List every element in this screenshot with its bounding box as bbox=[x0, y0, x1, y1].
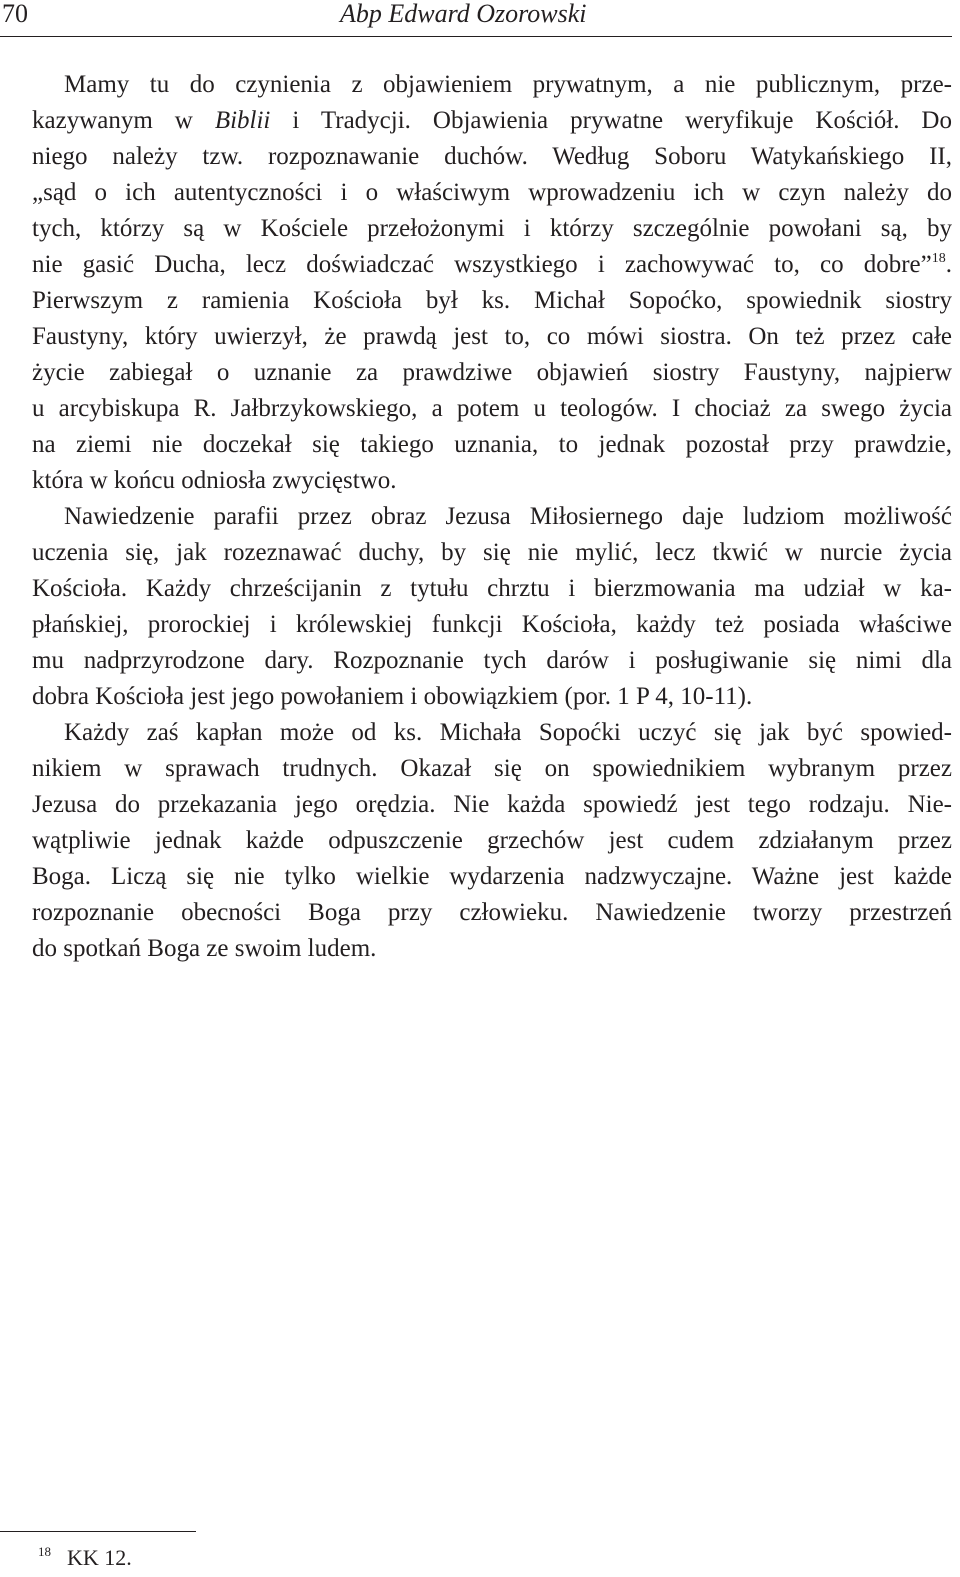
text-line bbox=[0, 391, 952, 427]
text-line bbox=[0, 643, 952, 679]
paragraph bbox=[0, 715, 952, 967]
text-run: uczenia się, jak rozeznawać duchy, by się nie mylić, lecz tkwić w nurcie życia bbox=[32, 539, 952, 566]
text-run: Kościoła. Każdy chrześcijanin z tytułu chrztu i bierzmowania ma udział w ka- bbox=[32, 575, 952, 602]
text-run: wątpliwie jednak każde odpuszczenie grzechów jest cudem zdziałanym przez bbox=[32, 827, 952, 854]
text-run: do spotkań Boga ze swoim ludem. bbox=[32, 935, 377, 962]
text-line bbox=[0, 607, 952, 643]
text-run: niego należy tzw. rozpoznawanie duchów. Według Soboru Watykańskiego II, bbox=[32, 143, 952, 170]
text-run: i Tradycji. Objawienia prywatne weryfikuje Kościół. Do bbox=[270, 107, 952, 134]
text-line bbox=[0, 751, 952, 787]
text-run: kazywanym w bbox=[32, 107, 215, 134]
footnote-reference: 18 bbox=[931, 251, 946, 266]
paragraph bbox=[0, 499, 952, 715]
text-run: Nawiedzenie parafii przez obraz Jezusa Miłosiernego daje ludziom możliwość bbox=[64, 503, 952, 530]
text-run: u arcybiskupa R. Jałbrzykowskiego, a potem u teologów. I chociaż za swego życia bbox=[32, 395, 952, 422]
text-line bbox=[0, 715, 952, 751]
text-run: na ziemi nie doczekał się takiego uznania, to jednak pozostał przy prawdzie, bbox=[32, 431, 952, 458]
text-run: mu nadprzyrodzone dary. Rozpoznanie tych darów i posługiwanie się nimi dla bbox=[32, 647, 952, 674]
text-line bbox=[0, 679, 952, 715]
text-line bbox=[0, 139, 952, 175]
text-line bbox=[0, 787, 952, 823]
text-run: tych, którzy są w Kościele przełożonymi i którzy szczególnie powołani są, by bbox=[32, 215, 952, 242]
text-line bbox=[0, 859, 952, 895]
text-run: Każdy zaś kapłan może od ks. Michała Sopoćki uczyć się jak być spowied- bbox=[64, 719, 952, 746]
text-line bbox=[0, 463, 952, 499]
text-run: która w końcu odniosła zwycięstwo. bbox=[32, 467, 397, 494]
text-line bbox=[0, 211, 952, 247]
text-run: dobra Kościoła jest jego powołaniem i obowiązkiem (por. 1 P 4, 10-11). bbox=[32, 683, 753, 710]
footnote-rule bbox=[0, 1531, 196, 1532]
text-run: Boga. Liczą się nie tylko wielkie wydarzenia nadzwyczajne. Ważne jest każde bbox=[32, 863, 952, 890]
footnote-text: KK 12. bbox=[67, 1545, 132, 1570]
text-run: Mamy tu do czynienia z objawieniem prywatnym, a nie publicznym, prze- bbox=[64, 71, 952, 98]
text-line bbox=[0, 499, 952, 535]
text-line bbox=[0, 427, 952, 463]
text-line bbox=[0, 247, 952, 283]
text-line bbox=[0, 571, 952, 607]
text-run: . bbox=[945, 251, 952, 278]
page-number: 70 bbox=[2, 0, 28, 28]
text-line bbox=[0, 67, 952, 103]
footnote-number: 18 bbox=[38, 1544, 51, 1559]
text-line bbox=[0, 895, 952, 931]
text-run: nie gasić Ducha, lecz doświadczać wszystkiego i zachowywać to, co dobre” bbox=[32, 251, 932, 278]
text-run: rozpoznanie obecności Boga przy człowieku. Nawiedzenie tworzy przestrzeń bbox=[32, 899, 952, 926]
text-line bbox=[0, 931, 952, 967]
text-run: Jezusa do przekazania jego orędzia. Nie każda spowiedź jest tego rodzaju. Nie- bbox=[32, 791, 952, 818]
footnote bbox=[38, 1544, 132, 1572]
page-header bbox=[0, 0, 952, 37]
text-run: Faustyny, który uwierzył, że prawdą jest to, co mówi siostra. On też przez całe bbox=[32, 323, 952, 350]
running-head: Abp Edward Ozorowski bbox=[340, 0, 587, 28]
italic-title: Biblii bbox=[214, 107, 271, 134]
paragraph bbox=[0, 67, 952, 499]
text-line bbox=[0, 103, 952, 139]
text-line bbox=[0, 823, 952, 859]
text-line bbox=[0, 283, 952, 319]
text-line bbox=[0, 535, 952, 571]
text-line bbox=[0, 175, 952, 211]
text-run: „sąd o ich autentyczności i o właściwym wprowadzeniu ich w czyn należy do bbox=[32, 179, 952, 206]
text-run: nikiem w sprawach trudnych. Okazał się on spowiednikiem wybranym przez bbox=[32, 755, 952, 782]
text-run: Pierwszym z ramienia Kościoła był ks. Michał Sopoćko, spowiednik siostry bbox=[32, 287, 952, 314]
text-line bbox=[0, 355, 952, 391]
text-run: życie zabiegał o uznanie za prawdziwe objawień siostry Faustyny, najpierw bbox=[32, 359, 952, 386]
text-line bbox=[0, 319, 952, 355]
body-text bbox=[0, 67, 952, 967]
text-run: płańskiej, prorockiej i królewskiej funkcji Kościoła, każdy też posiada właściwe bbox=[32, 611, 952, 638]
